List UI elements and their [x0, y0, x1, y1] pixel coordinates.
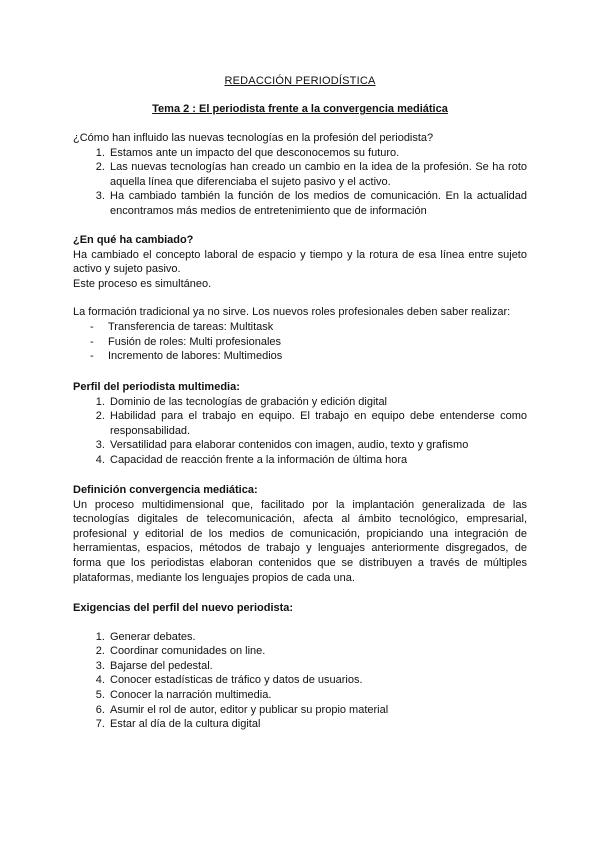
list-item: 1. Dominio de las tecnologías de grabación y edición digital [108, 395, 527, 410]
list-item: 3. Versatilidad para elaborar contenidos con imagen, audio, texto y grafismo [108, 438, 527, 453]
document-title: REDACCIÓN PERIODÍSTICA [224, 75, 376, 87]
list-item: 3. Bajarse del pedestal. [108, 659, 527, 674]
section-convergence-definition [73, 483, 527, 585]
section-heading: ¿En qué ha cambiado? [73, 234, 194, 246]
section-heading: Exigencias del perfil del nuevo periodista: [73, 602, 294, 614]
section-technology-influence [73, 131, 527, 219]
list-item: 5. Conocer la narración multimedia. [108, 688, 527, 703]
section-intro: La formación tradicional ya no sirve. Los nuevos roles profesionales deben saber realizar: [73, 306, 511, 319]
list-item: 4. Conocer estadísticas de tráfico y datos de usuarios. [108, 673, 527, 688]
definition-paragraph: Un proceso multidimensional que, facilitado por la implantación generalizada de las tecnologías digitales de telecomunicación, afecta al ámbito tecnológico, empresarial, profesional y editorial de los medios de comunicación, propiciando una integración de herramientas, espacios, métodos de trabajo y lenguajes anteriormente disgregados, de forma que los periodistas elaboran contenidos que se distribuyen a través de múltiples plataformas, mediante los lenguajes propios de cada una. [73, 498, 527, 584]
section-heading: Definición convergencia mediática: [73, 484, 258, 496]
section-question: ¿Cómo han influido las nuevas tecnologías en la profesión del periodista? [73, 132, 434, 144]
list-item: 6. Asumir el rol de autor, editor y publicar su propio material [108, 703, 527, 718]
section-heading: Perfil del periodista multimedia: [73, 381, 240, 393]
section-new-journalist-requirements [73, 601, 527, 732]
influence-list [73, 146, 527, 219]
list-item: 3. Ha cambiado también la función de los medios de comunicación. En la actualidad encontramos más medios de entretenimiento que de información [108, 189, 527, 218]
list-item: 7. Estar al día de la cultura digital [108, 717, 527, 732]
list-item: 1. Estamos ante un impacto del que desconocemos su futuro. [108, 146, 527, 161]
section-paragraph: Este proceso es simultáneo. [73, 277, 212, 290]
section-paragraph: Ha cambiado el concepto laboral de espacio y tiempo y la rotura de esa línea entre sujeto activo y sujeto pasivo. [73, 248, 527, 276]
section-multimedia-profile [73, 380, 527, 468]
list-item: - Incremento de labores: Multimedios [108, 349, 527, 364]
profile-list [73, 395, 527, 468]
list-item: 2. Las nuevas tecnologías han creado un cambio en la idea de la profesión. Se ha roto aquella línea que diferenciaba el sujeto pasivo y el activo. [108, 160, 527, 189]
topic-subtitle: Tema 2 : El periodista frente a la convergencia mediática [152, 103, 448, 115]
list-item: 4. Capacidad de reacción frente a la información de última hora [108, 453, 527, 468]
section-what-changed [73, 233, 527, 364]
list-item: 2. Coordinar comunidades on line. [108, 644, 527, 659]
requirements-list [73, 630, 527, 732]
list-item: 1. Generar debates. [108, 630, 527, 645]
list-item: - Fusión de roles: Multi profesionales [108, 335, 527, 350]
list-item: 2. Habilidad para el trabajo en equipo. El trabajo en equipo debe entenderse como responsabilidad. [108, 409, 527, 438]
list-item: - Transferencia de tareas: Multitask [108, 320, 527, 335]
roles-list [73, 320, 527, 364]
